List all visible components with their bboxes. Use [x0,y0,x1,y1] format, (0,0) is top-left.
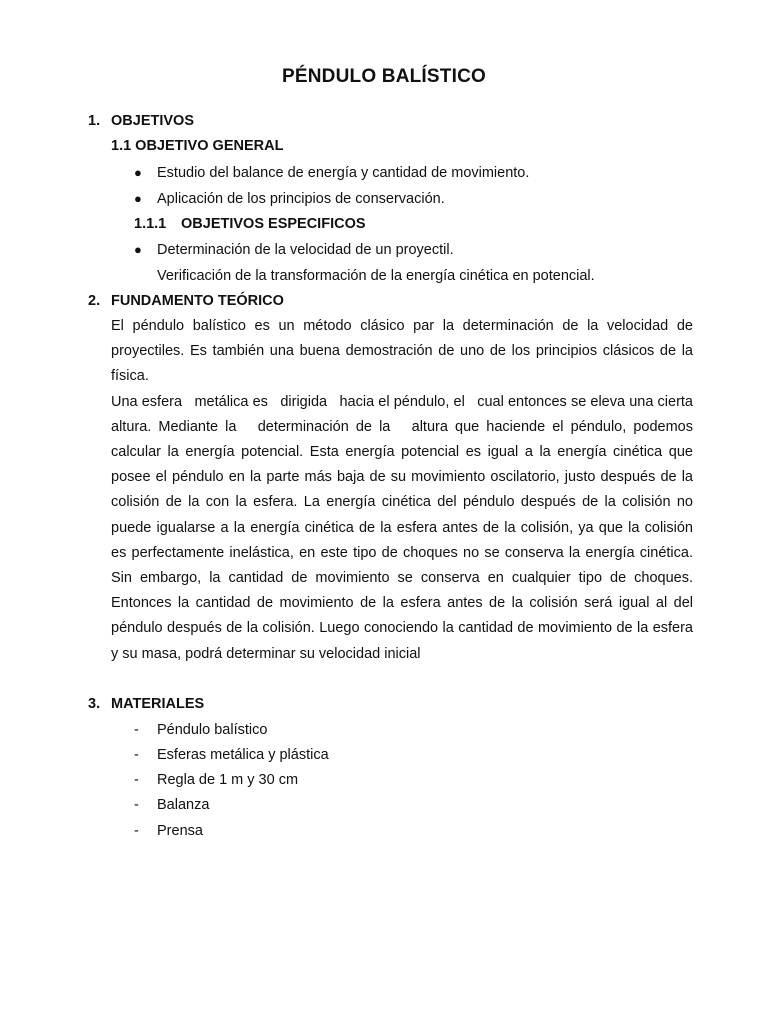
materials-item: Péndulo balístico [157,722,268,738]
section-2-heading: FUNDAMENTO TEÓRICO [111,293,284,309]
section-3-heading: MATERIALES [111,696,205,712]
bullet-icon: ● [134,191,142,206]
dash-marker: - [134,722,139,738]
subsection-especificos-number: 1.1.1 [134,216,167,232]
specific-objective-item: Determinación de la velocidad de un proyectil. [157,242,454,258]
materials-item: Regla de 1 m y 30 cm [157,772,299,788]
subsection-general-heading: 1.1 OBJETIVO GENERAL [111,138,284,154]
dash-marker: - [134,747,139,763]
dash-marker: - [134,772,139,788]
section-2-number: 2. [88,293,101,309]
dash-marker: - [134,797,139,813]
specific-objective-item: Verificación de la transformación de la energía cinética en potencial. [157,268,595,284]
theory-paragraph: El péndulo balístico es un método clásico par la determinación de la velocidad de proyectiles. Es también una buena demostración de uno de los principios clásicos de la física. [111,318,693,385]
subsection-especificos-heading: OBJETIVOS ESPECIFICOS [181,216,366,232]
materials-item: Prensa [157,823,203,839]
bullet-icon: ● [134,242,142,257]
general-objective-item: Aplicación de los principios de conservación. [157,191,445,207]
general-objective-item: Estudio del balance de energía y cantidad de movimiento. [157,165,530,181]
section-1-number: 1. [88,113,101,129]
section-3-number: 3. [88,696,101,712]
section-1-heading: OBJETIVOS [111,113,194,129]
bullet-icon: ● [134,165,142,180]
dash-marker: - [134,823,139,839]
materials-item: Esferas metálica y plástica [157,747,329,763]
document-title: PÉNDULO BALÍSTICO [282,66,486,87]
theory-body [111,314,698,667]
materials-item: Balanza [157,797,210,813]
theory-paragraph: Una esfera metálica es dirigida hacia el péndulo, el cual entonces se eleva una cierta altura. Mediante la determinación de la altura que haciende el péndulo, podemos calcular la energía potencial. Esta energía potencial es igual a la energía cinética que posee el péndulo en la parte más baja de su movimiento oscilatorio, justo después de la colisión de la con la esfera. La energía cinética del péndulo después de la colisión no puede igualarse a la energía cinética de la esfera antes de la colisión, ya que la colisión es perfectamente inelástica, en este tipo de choques no se conserva la energía cinética. Sin embargo, la cantidad de movimiento se conserva en cualquier tipo de choques. Entonces la cantidad de movimiento de la esfera antes de la colisión será igual al del péndulo después de la colisión. Luego conociendo la cantidad de movimiento de la esfera y su masa, podrá determinar su velocidad inicial [111,393,698,662]
